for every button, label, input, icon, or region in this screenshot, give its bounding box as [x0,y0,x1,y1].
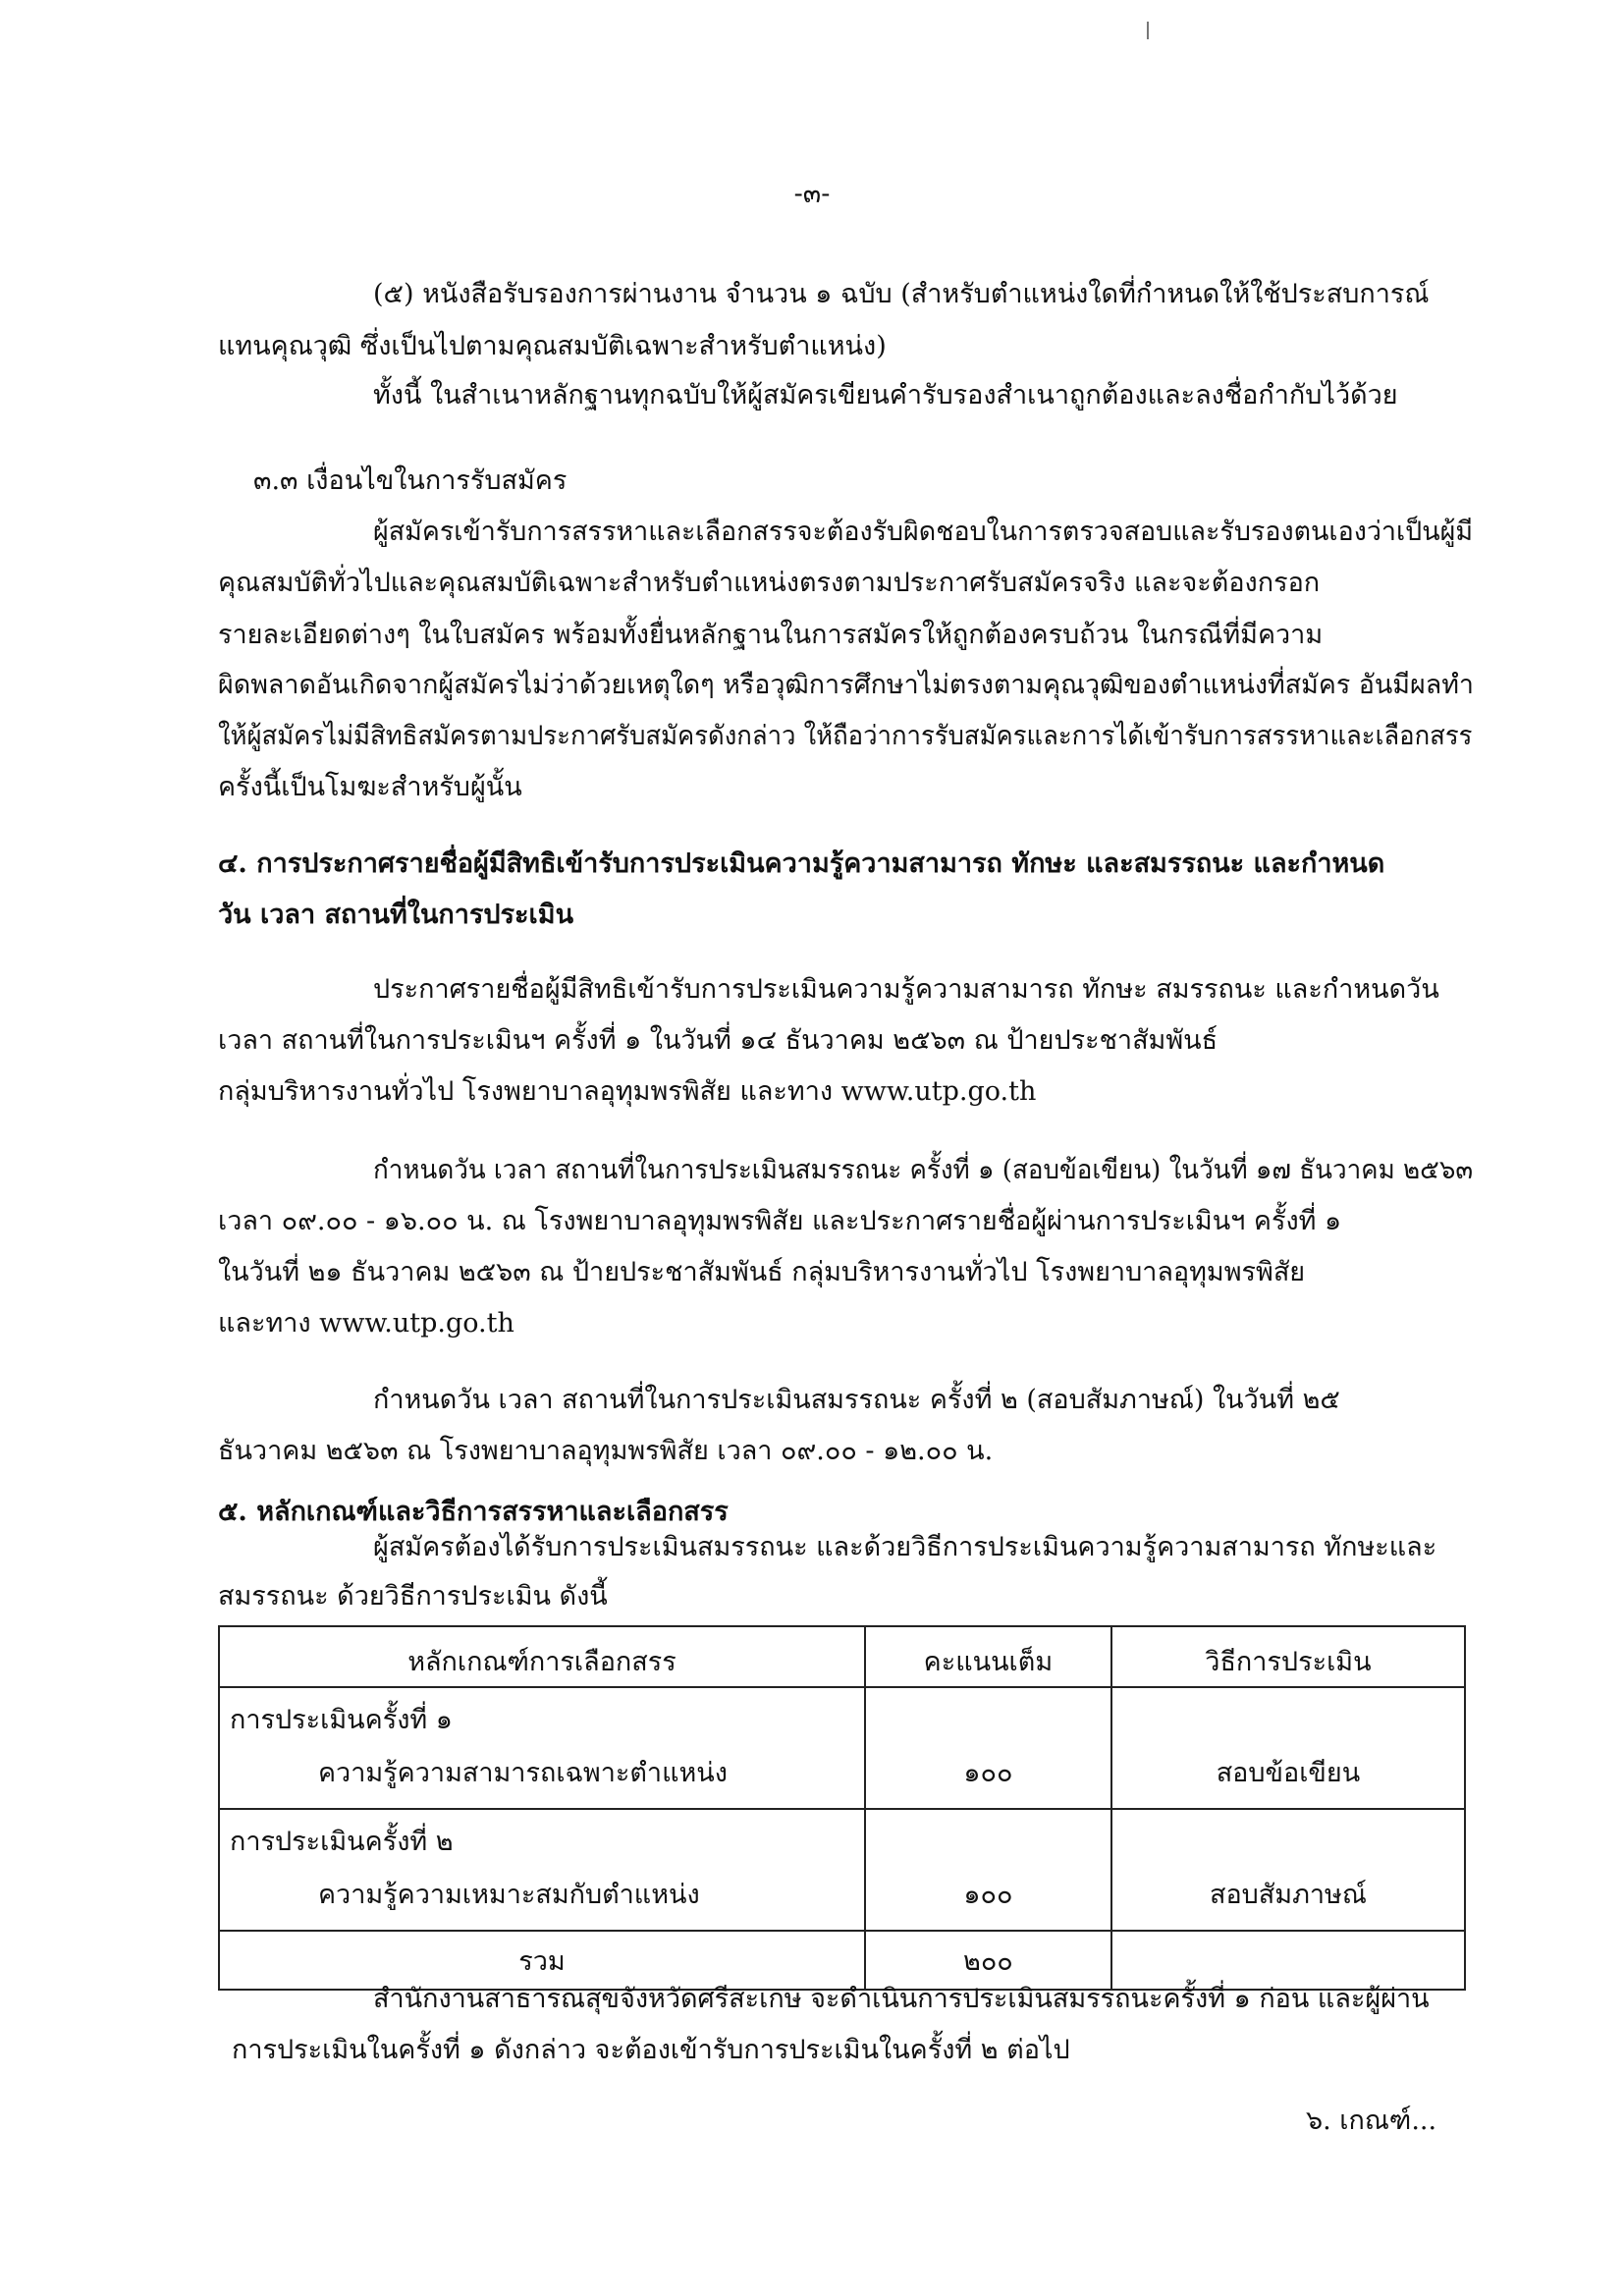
item5-line1: (๕) หนังสือรับรองการผ่านงาน จำนวน ๑ ฉบับ (สำหรับตำแหน่งใดที่กำหนดให้ใช้ประสบการณ์ [373,279,1430,309]
item5-line2: แทนคุณวุฒิ ซึ่งเป็นไปตามคุณสมบัติเฉพาะสำหรับตำแหน่ง) [218,331,887,361]
section-4-para2-line: กำหนดวัน เวลา สถานที่ในการประเมินสมรรถนะ ครั้งที่ ๑ (สอบข้อเขียน) ในวันที่ ๑๗ ธันวาคม ๒๕๖๓ [373,1155,1474,1185]
section-5-intro-line: ผู้สมัครต้องได้รับการประเมินสมรรถนะ และด้วยวิธีการประเมินความรู้ความสามารถ ทักษะและ [373,1532,1437,1562]
section-4-para2-line: ในวันที่ ๒๑ ธันวาคม ๒๕๖๓ ณ ป้ายประชาสัมพันธ์ กลุ่มบริหารงานทั่วไป โรงพยาบาลอุทุมพรพิสัย [218,1257,1306,1287]
header-method: วิธีการประเมิน [1111,1626,1465,1687]
total-label: รวม [219,1931,865,1990]
section-5-intro-line: สมรรถนะ ด้วยวิธีการประเมิน ดังนี้ [218,1581,608,1612]
section-3-3-heading: ๓.๓ เงื่อนไขในการรับสมัคร [253,465,568,496]
scan-mark [1147,22,1149,39]
assessment-round: การประเมินครั้งที่ ๒ [230,1827,454,1857]
score-cell [865,1687,1111,1809]
header-full-score: คะแนนเต็ม [865,1626,1111,1687]
section-3-3-line: ให้ผู้สมัครไม่มีสิทธิสมัครตามประกาศรับสมัครดังกล่าว ให้ถือว่าการรับสมัครและการได้เข้ารับการสรรหาและเลือกสรร [218,721,1473,751]
criterion-text: ความรู้ความสามารถเฉพาะตำแหน่ง [318,1758,728,1788]
section-3-3-line: รายละเอียดต่างๆ ในใบสมัคร พร้อมทั้งยื่นหลักฐานในการสมัครให้ถูกต้องครบถ้วน ในกรณีที่มีความ [218,620,1324,650]
section-4-para1-line: ประกาศรายชื่อผู้มีสิทธิเข้ารับการประเมินความรู้ความสามารถ ทักษะ สมรรถนะ และกำหนดวัน [373,974,1439,1005]
closing-line: สำนักงานสาธารณสุขจังหวัดศรีสะเกษ จะดำเนินการประเมินสมรรถนะครั้งที่ ๑ ก่อน และผู้ผ่าน [373,1984,1430,2014]
section-4-para1-line: เวลา สถานที่ในการประเมินฯ ครั้งที่ ๑ ในวันที่ ๑๔ ธันวาคม ๒๕๖๓ ณ ป้ายประชาสัมพันธ์ [218,1025,1218,1056]
page-number: -๓- [793,179,831,209]
section-4-para1-line: กลุ่มบริหารงานทั่วไป โรงพยาบาลอุทุมพรพิสัย และทาง www.utp.go.th [218,1076,1037,1107]
next-page-marker: ๖. เกณฑ์... [1306,2105,1437,2136]
method-value: สอบข้อเขียน [1216,1758,1361,1788]
method-value: สอบสัมภาษณ์ [1209,1880,1367,1910]
section-4-para2-line: เวลา ๐๙.๐๐ - ๑๖.๐๐ น. ณ โรงพยาบาลอุทุมพรพิสัย และประกาศรายชื่อผู้ผ่านการประเมินฯ ครั้งที่ ๑ [218,1206,1342,1236]
total-score: ๒๐๐ [865,1931,1111,1990]
score-cell [865,1809,1111,1931]
section-4-para3-line: ธันวาคม ๒๕๖๓ ณ โรงพยาบาลอุทุมพรพิสัย เวลา ๐๙.๐๐ - ๑๒.๐๐ น. [218,1436,994,1466]
method-cell [1111,1809,1465,1931]
section-5-heading: ๕. หลักเกณฑ์และวิธีการสรรหาและเลือกสรร [218,1497,729,1527]
score-value: ๑๐๐ [963,1758,1013,1788]
closing-line: การประเมินในครั้งที่ ๑ ดังกล่าว จะต้องเข้ารับการประเมินในครั้งที่ ๒ ต่อไป [232,2035,1070,2065]
section-4-heading-line2: วัน เวลา สถานที่ในการประเมิน [218,900,574,930]
selection-criteria-table [218,1625,1466,1991]
section-3-3-line: ผิดพลาดอันเกิดจากผู้สมัครไม่ว่าด้วยเหตุใดๆ หรือวุฒิการศึกษาไม่ตรงตามคุณวุฒิของตำแหน่งที่สมัคร อันมีผลทำ [218,670,1475,700]
section-3-3-line: ครั้งนี้เป็นโมฆะสำหรับผู้นั้น [218,772,522,802]
header-criteria: หลักเกณฑ์การเลือกสรร [219,1626,865,1687]
table-header-row [219,1626,1465,1687]
criteria-cell [219,1687,865,1809]
criterion-text: ความรู้ความเหมาะสมกับตำแหน่ง [318,1880,700,1910]
section-4-para2-line: และทาง www.utp.go.th [218,1308,514,1339]
criteria-cell [219,1809,865,1931]
method-cell [1111,1687,1465,1809]
copy-certification-note: ทั้งนี้ ในสำเนาหลักฐานทุกฉบับให้ผู้สมัครเขียนคำรับรองสำเนาถูกต้องและลงชื่อกำกับไว้ด้วย [373,380,1398,410]
assessment-round: การประเมินครั้งที่ ๑ [230,1705,453,1735]
table-row [219,1809,1465,1931]
section-4-heading-line1: ๔. การประกาศรายชื่อผู้มีสิทธิเข้ารับการประเมินความรู้ความสามารถ ทักษะ และสมรรถนะ และกำหนด [218,848,1385,879]
table-row [219,1687,1465,1809]
section-4-para3-line: กำหนดวัน เวลา สถานที่ในการประเมินสมรรถนะ ครั้งที่ ๒ (สอบสัมภาษณ์) ในวันที่ ๒๕ [373,1385,1340,1415]
section-3-3-line: ผู้สมัครเข้ารับการสรรหาและเลือกสรรจะต้องรับผิดชอบในการตรวจสอบและรับรองตนเองว่าเป็นผู้มี [373,517,1474,547]
score-value: ๑๐๐ [963,1880,1013,1910]
section-3-3-line: คุณสมบัติทั่วไปและคุณสมบัติเฉพาะสำหรับตำแหน่งตรงตามประกาศรับสมัครจริง และจะต้องกรอก [218,568,1321,598]
